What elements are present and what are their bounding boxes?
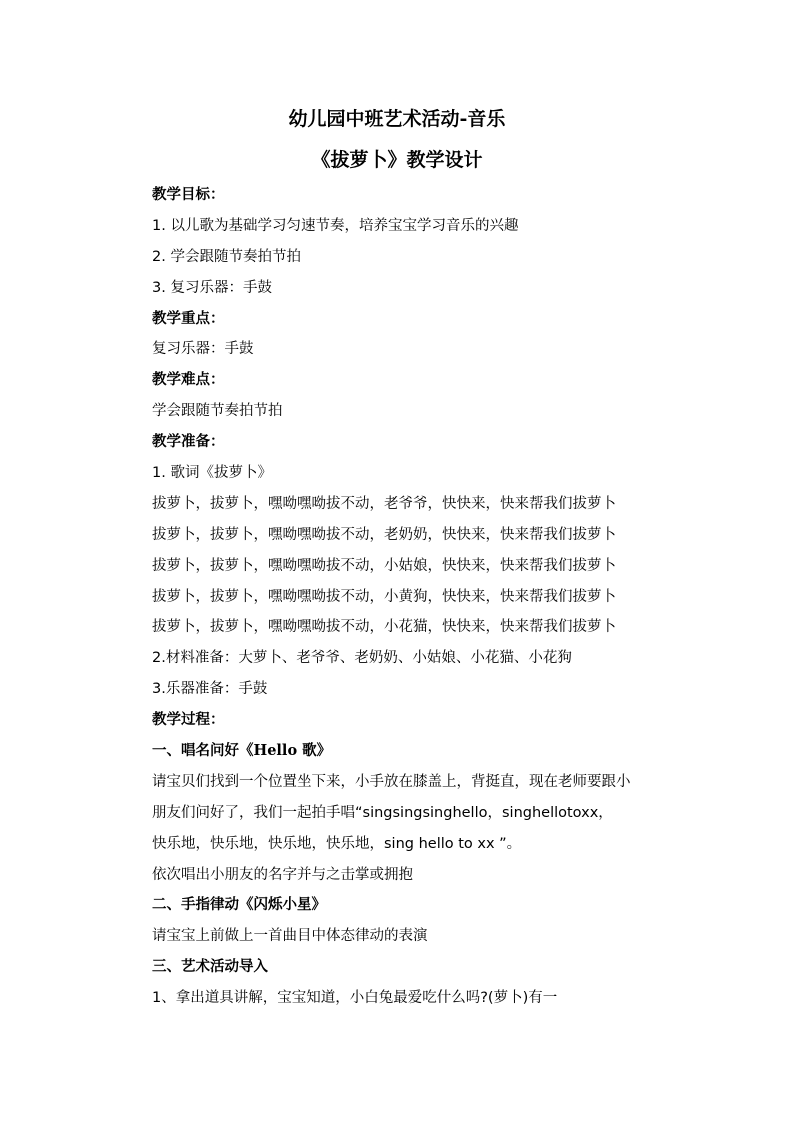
paragraph-line: 3. 复习乐器：手鼓	[152, 279, 272, 296]
document-body	[152, 180, 680, 1014]
paragraph-line: 学会跟随节奏拍节拍	[152, 403, 283, 420]
section-heading: 教学重点：	[152, 309, 225, 327]
paragraph-line: 快乐地，快乐地，快乐地，快乐地，sing hello to xx ”。	[152, 835, 522, 852]
paragraph-line: 1. 以儿歌为基础学习匀速节奏，培养宝宝学习音乐的兴趣	[152, 217, 519, 234]
document-subtitle: 《拔萝卜》教学设计	[311, 149, 483, 171]
lyric-line: 拔萝卜，拔萝卜，嘿呦嘿呦拔不动，老爷爷，快快来，快来帮我们拔萝卜	[152, 495, 616, 512]
lyric-line: 拔萝卜，拔萝卜，嘿呦嘿呦拔不动，小花猫，快快来，快来帮我们拔萝卜	[152, 619, 616, 636]
paragraph-line: 复习乐器：手鼓	[152, 341, 254, 358]
lyric-line: 拔萝卜，拔萝卜，嘿呦嘿呦拔不动，老奶奶，快快来，快来帮我们拔萝卜	[152, 526, 616, 543]
paragraph-line: 朋友们问好了，我们一起拍手唱“singsingsinghello，singhellotoxx，	[152, 804, 613, 821]
paragraph-line: 1. 歌词《拔萝卜》	[152, 465, 272, 482]
paragraph-line: 请宝宝上前做上一首曲目中体态律动的表演	[152, 928, 428, 945]
section-heading: 教学过程：	[152, 711, 225, 729]
paragraph-line: 1、拿出道具讲解，宝宝知道，小白兔最爱吃什么吗?(萝卜)有一	[152, 990, 558, 1007]
paragraph-line: 2. 学会跟随节奏拍节拍	[152, 248, 301, 265]
paragraph-line: 依次唱出小朋友的名字并与之击掌或拥抱	[152, 866, 413, 883]
lyric-line: 拔萝卜，拔萝卜，嘿呦嘿呦拔不动，小黄狗，快快来，快来帮我们拔萝卜	[152, 588, 616, 605]
section-heading: 二、手指律动《闪烁小星》	[152, 896, 326, 914]
paragraph-line: 3.乐器准备：手鼓	[152, 681, 268, 698]
section-heading: 教学难点：	[152, 371, 225, 389]
document-title: 幼儿园中班艺术活动-音乐	[288, 108, 506, 130]
section-heading: 教学目标：	[152, 186, 225, 203]
section-heading: 三、艺术活动导入	[152, 958, 268, 976]
section-heading: 教学准备：	[152, 433, 225, 451]
lyric-line: 拔萝卜，拔萝卜，嘿呦嘿呦拔不动，小姑娘，快快来，快来帮我们拔萝卜	[152, 557, 616, 574]
paragraph-line: 请宝贝们找到一个位置坐下来，小手放在膝盖上，背挺直，现在老师要跟小	[152, 773, 631, 790]
section-heading: 一、唱名问好《Hello 歌》	[152, 742, 332, 760]
paragraph-line: 2.材料准备：大萝卜、老爷爷、老奶奶、小姑娘、小花猫、小花狗	[152, 650, 572, 667]
